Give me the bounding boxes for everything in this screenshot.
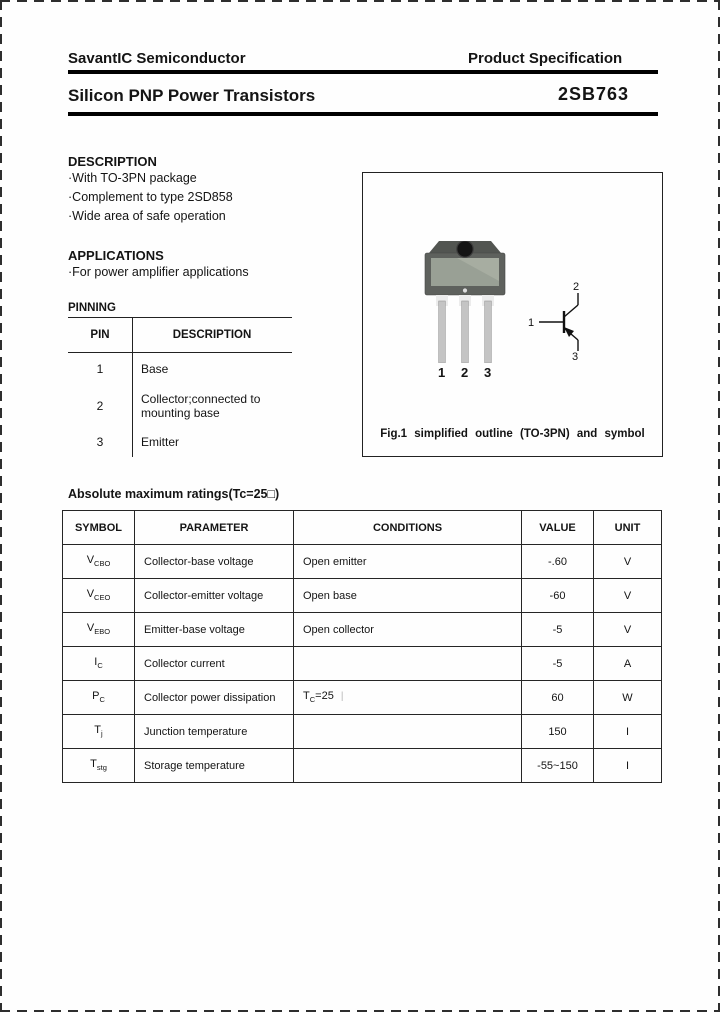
pin-column-header: PIN bbox=[68, 318, 133, 352]
value-cell: -5 bbox=[522, 647, 594, 681]
unit-cell: V bbox=[594, 579, 662, 613]
unit-cell: A bbox=[594, 647, 662, 681]
unit-cell: W bbox=[594, 681, 662, 715]
column-header: VALUE bbox=[522, 511, 594, 545]
table-row bbox=[68, 353, 292, 385]
symbol-cell: $V_{CEO}$ bbox=[63, 579, 135, 613]
condition-cell: $T_C=25$ | bbox=[294, 681, 522, 715]
description-column-header: DESCRIPTION bbox=[172, 329, 252, 341]
product-title: Silicon PNP Power Transistors bbox=[68, 86, 316, 105]
table-row bbox=[68, 385, 292, 427]
table-row bbox=[63, 681, 662, 715]
parameter-cell: Junction temperature bbox=[135, 715, 294, 749]
pin-number: 1 bbox=[68, 353, 133, 385]
table-row bbox=[63, 545, 662, 579]
pin-number: 2 bbox=[68, 385, 133, 427]
applications-item: ·For power amplifier applications bbox=[68, 265, 249, 279]
table-row bbox=[63, 579, 662, 613]
table-row bbox=[63, 715, 662, 749]
column-header: SYMBOL bbox=[63, 511, 135, 545]
unit-cell: I bbox=[594, 715, 662, 749]
symbol-cell: $T_{stg}$ bbox=[63, 749, 135, 783]
description-item: ·With TO-3PN package bbox=[68, 171, 197, 185]
package-pin-label: 2 bbox=[461, 365, 469, 380]
header-rule-top bbox=[68, 70, 658, 74]
description-item: ·Complement to type 2SD858 bbox=[68, 190, 233, 204]
pnp-transistor-symbol-icon bbox=[518, 276, 608, 361]
symbol-pin-emitter-label: 3 bbox=[572, 351, 579, 361]
header-rule-bottom bbox=[68, 112, 658, 116]
symbol-pin-base-label: 1 bbox=[528, 317, 535, 329]
applications-list bbox=[68, 263, 249, 282]
pinning-table bbox=[68, 317, 292, 457]
parameter-cell: Collector-emitter voltage bbox=[135, 579, 294, 613]
ratings-heading: Absolute maximum ratings(Tc=25□) bbox=[68, 487, 280, 501]
column-header: CONDITIONS bbox=[294, 511, 522, 545]
package-legs bbox=[436, 295, 494, 363]
pin-description: Base bbox=[141, 362, 169, 376]
table-row bbox=[63, 613, 662, 647]
table-row bbox=[68, 427, 292, 457]
part-number: 2SB763 bbox=[558, 84, 630, 104]
value-cell: 150 bbox=[522, 715, 594, 749]
page-border-left bbox=[0, 0, 2, 1012]
value-cell: -55~150 bbox=[522, 749, 594, 783]
table-row bbox=[63, 749, 662, 783]
ratings-table bbox=[62, 510, 662, 783]
parameter-cell: Collector power dissipation bbox=[135, 681, 294, 715]
figure-box bbox=[362, 172, 663, 457]
symbol-cell: $P_C$ bbox=[63, 681, 135, 715]
parameter-cell: Collector-base voltage bbox=[135, 545, 294, 579]
condition-cell: Open emitter bbox=[294, 545, 522, 579]
description-item: ·Wide area of safe operation bbox=[68, 209, 226, 223]
symbol-cell: $V_{EBO}$ bbox=[63, 613, 135, 647]
symbol-cell: $I_C$ bbox=[63, 647, 135, 681]
condition-cell: Open collector bbox=[294, 613, 522, 647]
unit-cell: V bbox=[594, 613, 662, 647]
pinning-heading: PINNING bbox=[68, 302, 116, 314]
applications-heading: APPLICATIONS bbox=[68, 248, 164, 263]
faint-degree-mark: | bbox=[340, 691, 344, 703]
condition-cell bbox=[294, 715, 522, 749]
parameter-cell: Emitter-base voltage bbox=[135, 613, 294, 647]
package-pin-labels bbox=[423, 365, 507, 379]
page-border-top bbox=[0, 0, 720, 2]
doc-type-label: Product Specification bbox=[468, 50, 623, 67]
ratings-header-row bbox=[63, 511, 662, 545]
column-header: PARAMETER bbox=[135, 511, 294, 545]
value-cell: -5 bbox=[522, 613, 594, 647]
pinning-header-row bbox=[68, 318, 292, 353]
symbol-cell: $V_{CBO}$ bbox=[63, 545, 135, 579]
pin-description: Emitter bbox=[141, 435, 180, 449]
column-header: UNIT bbox=[594, 511, 662, 545]
parameter-cell: Collector current bbox=[135, 647, 294, 681]
table-row bbox=[63, 647, 662, 681]
package-pin-label: 1 bbox=[438, 365, 446, 380]
description-heading: DESCRIPTION bbox=[68, 154, 157, 169]
pin-description: Collector;connected to mounting base bbox=[141, 392, 261, 420]
transistor-package-photo bbox=[423, 241, 507, 363]
condition-cell bbox=[294, 647, 522, 681]
package-pin-label: 3 bbox=[484, 365, 492, 380]
description-list bbox=[68, 169, 233, 226]
symbol-cell: $T_j$ bbox=[63, 715, 135, 749]
value-cell: 60 bbox=[522, 681, 594, 715]
pin-number: 3 bbox=[68, 427, 133, 457]
unit-cell: I bbox=[594, 749, 662, 783]
value-cell: -.60 bbox=[522, 545, 594, 579]
condition-cell bbox=[294, 749, 522, 783]
figure-caption: Fig.1 simplified outline (TO-3PN) and symbol bbox=[380, 428, 645, 440]
parameter-cell: Storage temperature bbox=[135, 749, 294, 783]
company-name: SavantIC Semiconductor bbox=[68, 50, 246, 67]
symbol-pin-collector-label: 2 bbox=[573, 281, 580, 293]
condition-cell: Open base bbox=[294, 579, 522, 613]
unit-cell: V bbox=[594, 545, 662, 579]
value-cell: -60 bbox=[522, 579, 594, 613]
